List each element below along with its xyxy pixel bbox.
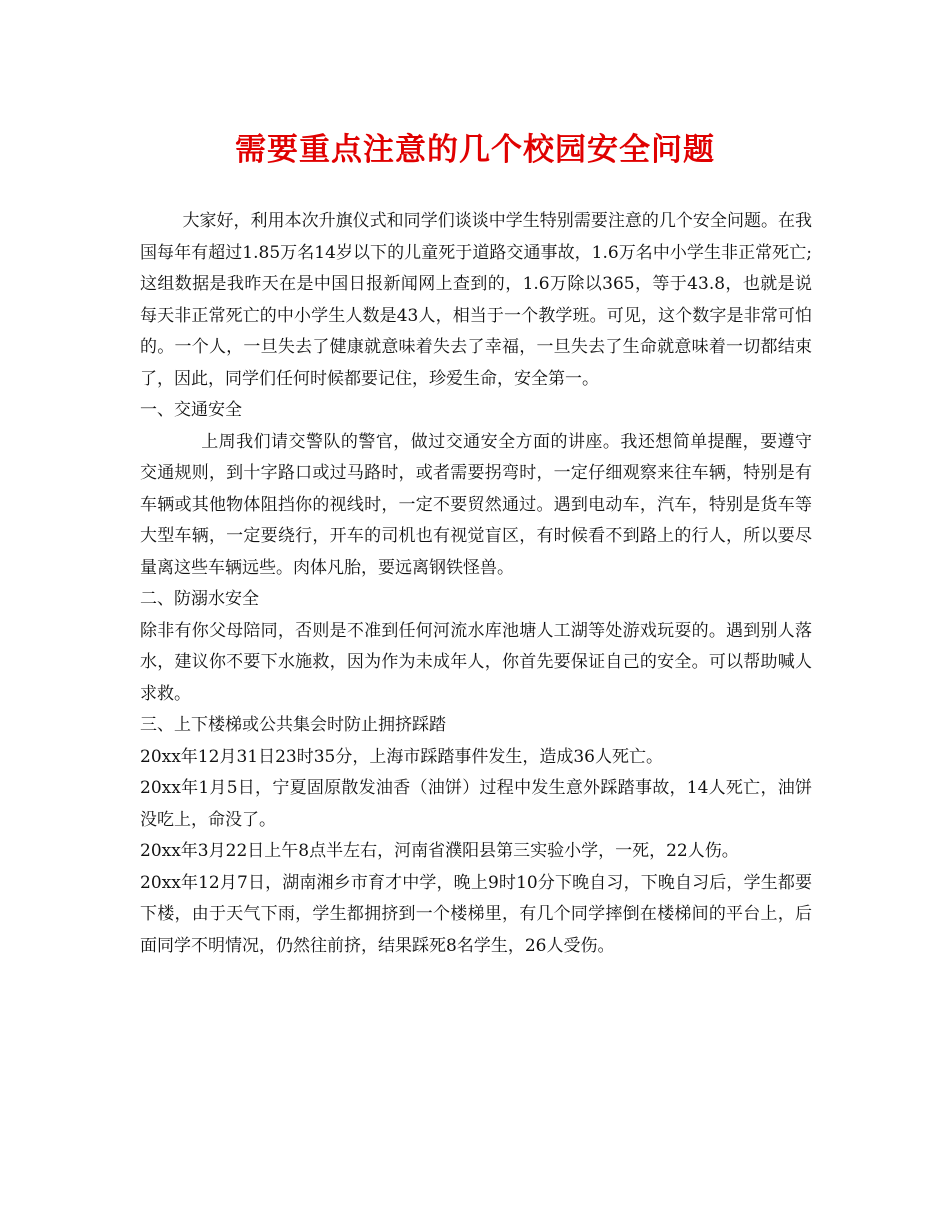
document-title: 需要重点注意的几个校园安全问题	[235, 132, 715, 168]
stampede-case-shanghai: 20xx年12月31日23时35分，上海市踩踏事件发生，造成36人死亡。	[140, 746, 663, 767]
traffic-paragraph: 上周我们请交警队的警官，做过交通安全方面的讲座。我还想简单提醒，要遵守交通规则，到十字路口或过马路时，或者需要拐弯时，一定仔细观察来往车辆，特别是有车辆或其他物体阻挡你的视线时，一定不要贸然通过。遇到电动车，汽车，特别是货车等大型车辆，一定要绕行，开车的司机也有视觉盲区，有时候看不到路上的行人，所以要尽量离这些车辆远些。肉体凡胎，要远离钢铁怪兽。	[140, 431, 812, 578]
section-heading-traffic: 一、交通安全	[140, 400, 242, 420]
section-heading-stampede: 三、上下楼梯或公共集会时防止拥挤踩踏	[140, 715, 446, 735]
section-heading-drowning: 二、防溺水安全	[140, 589, 259, 609]
drowning-paragraph: 除非有你父母陪同，否则是不准到任何河流水库池塘人工湖等处游戏玩耍的。遇到别人落水，建议你不要下水施救，因为作为未成年人，你首先要保证自己的安全。可以帮助喊人求救。	[140, 620, 812, 704]
document-body	[140, 206, 812, 962]
intro-paragraph: 大家好，利用本次升旗仪式和同学们谈谈中学生特别需要注意的几个安全问题。在我国每年有超过1.85万名14岁以下的儿童死于道路交通事故，1.6万名中小学生非正常死亡;这组数据是我昨天在是中国日报新闻网上查到的，1.6万除以365，等于43.8，也就是说每天非正常死亡的中小学生人数是43人，相当于一个教学班。可见，这个数字是非常可怕的。一个人，一旦失去了健康就意味着失去了幸福，一旦失去了生命就意味着一切都结束了，因此，同学们任何时候都要记住，珍爱生命，安全第一。	[140, 211, 812, 389]
stampede-case-ningxia: 20xx年1月5日，宁夏固原散发油香（油饼）过程中发生意外踩踏事故，14人死亡，油饼没吃上，命没了。	[140, 778, 812, 830]
stampede-case-hunan: 20xx年12月7日，湖南湘乡市育才中学，晚上9时10分下晚自习，下晚自习后，学生都要下楼，由于天气下雨，学生都拥挤到一个楼梯里，有几个同学摔倒在楼梯间的平台上，后面同学不明情况，仍然往前挤，结果踩死8名学生，26人受伤。	[140, 872, 812, 956]
stampede-case-henan: 20xx年3月22日上午8点半左右，河南省濮阳县第三实验小学，一死，22人伤。	[140, 841, 739, 861]
